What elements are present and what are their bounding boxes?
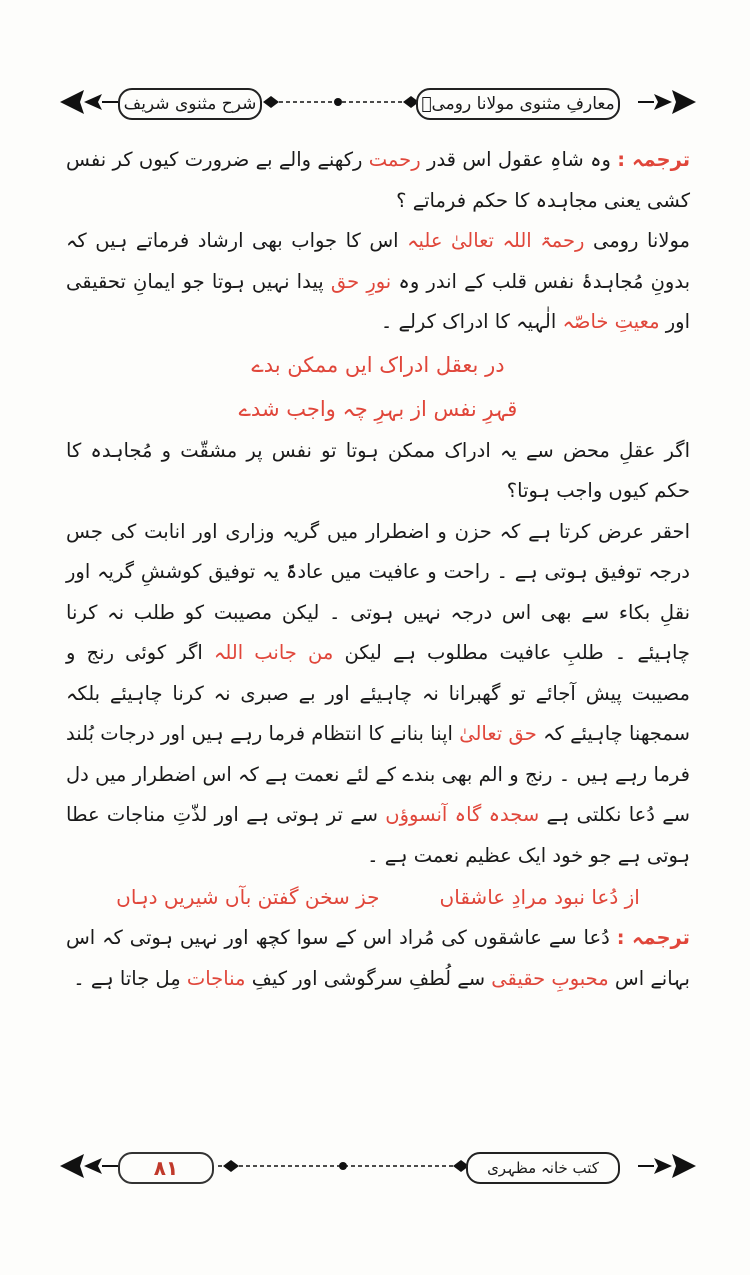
verse-couplet [66,876,690,918]
paragraph-translation-2 [66,918,690,999]
translation-label: ترجمہ : [616,926,691,949]
text-run: رکھنے والے بے ضرورت کیوں کر نفس کشی یعنی مجاہدہ کا حکم فرماتے ؟ [66,148,690,212]
verse-line-1: در بعقل ادراک ایں ممکن بدے [251,352,505,377]
text-run: اپنا بنانے کا انتظام فرما رہے ہیں اور درجات بُلند فرما رہے ہیں ۔ رنج و الم بھی بندے کے لئے نعمت ہے کہ اس اضطرار میں دل سے دُعا نکلتی ہے [66,722,691,826]
text-run: اس کا جواب بھی ارشاد فرماتے ہیں کہ بدونِ مُجاہدۂ نفس قلب کے اندر وہ [66,229,691,293]
highlight-text: سجدہ گاہ آنسوؤں [385,803,540,826]
text-run: الٰہیہ کا ادراک کرلے ۔ [380,310,557,333]
highlight-text: مناجات [186,966,246,990]
text-run: سے تر ہوتی ہے اور لذّتِ مناجات عطا ہوتی ہے جو خود ایک عظیم نعمت ہے ۔ [66,803,690,867]
text-run: دُعا سے عاشقوں کی مُراد اس کے سوا کچھ اور نہیں ہوتی کہ اس بہانے اس [66,926,690,990]
verse-line-2: قہرِ نفس از بہرِ چہ واجب شدے [238,396,518,421]
header-band [58,82,698,122]
paragraph-commentary [66,512,690,877]
highlight-text: حق تعالیٰ [459,722,537,745]
paragraph-verse-meaning: اگر عقلِ محض سے یہ ادراک ممکن ہوتا تو نفس پر مشقّت و مُجاہدہ کا حکم کیوں واجب ہوتا؟ [66,438,690,502]
highlight-text: من جانب اللہ [213,641,334,664]
text-run: سے لُطفِ سرگوشی اور کیفِ [251,966,486,990]
highlight-text: محبوبِ حقیقی [491,966,609,990]
text-run: پیدا نہیں ہوتا جو ایمانِ تحقیقی اور [66,269,690,333]
page-body [66,140,690,999]
footer-band [58,1146,698,1186]
verse-hemistich-1: از دُعا نبود مرادِ عاشقاں [439,885,640,909]
verse-hemistich-2: جز سخن گفتن بآں شیریں دہاں [116,885,380,909]
highlight-text: معیتِ خاصّہ [562,310,660,333]
highlight-text: نورِ حق [330,269,392,293]
text-run: وہ شاہِ عقول اس قدر [427,148,611,171]
publisher-name: کتب خانہ مظہری [466,1152,620,1184]
paragraph-translation-1 [66,140,690,221]
text-run: مولانا رومی [592,229,690,252]
text-run: مِل جاتا ہے ۔ [73,966,181,990]
section-title: شرح مثنوی شریف [118,88,262,120]
text-run: احقر عرض کرتا ہے کہ حزن و اضطرار میں گریہ وزاری اور انابت کی جس درجہ توفیق ہوتی ہے ۔ راحت و عافیت میں عادۃً یہ توفیق کوششِ گریہ اور نقلِ بکاء سے بھی اس درجہ نہیں ہوتی ۔ لیکن مصیبت کو طلب نہ کرنا چاہیئے ۔ طلبِ عافیت مطلوب ہے لیکن [66,519,690,664]
page-number: ۸۱ [118,1152,214,1184]
book-title: معارفِ مثنوی مولانا رومیؒ [416,88,620,120]
highlight-text: رحمۃ اللہ تعالیٰ علیہ [407,229,585,252]
text-run: اگر کوئی رنج و مصیبت پیش آجائے تو گھبرانا نہ چاہیئے اور بے صبری نہ کرنا چاہیئے بلکہ سمجھنا چاہیئے کہ [66,641,691,745]
translation-label: ترجمہ : [617,148,691,171]
highlight-text: رحمت [368,148,421,171]
paragraph-explanation [66,221,690,343]
